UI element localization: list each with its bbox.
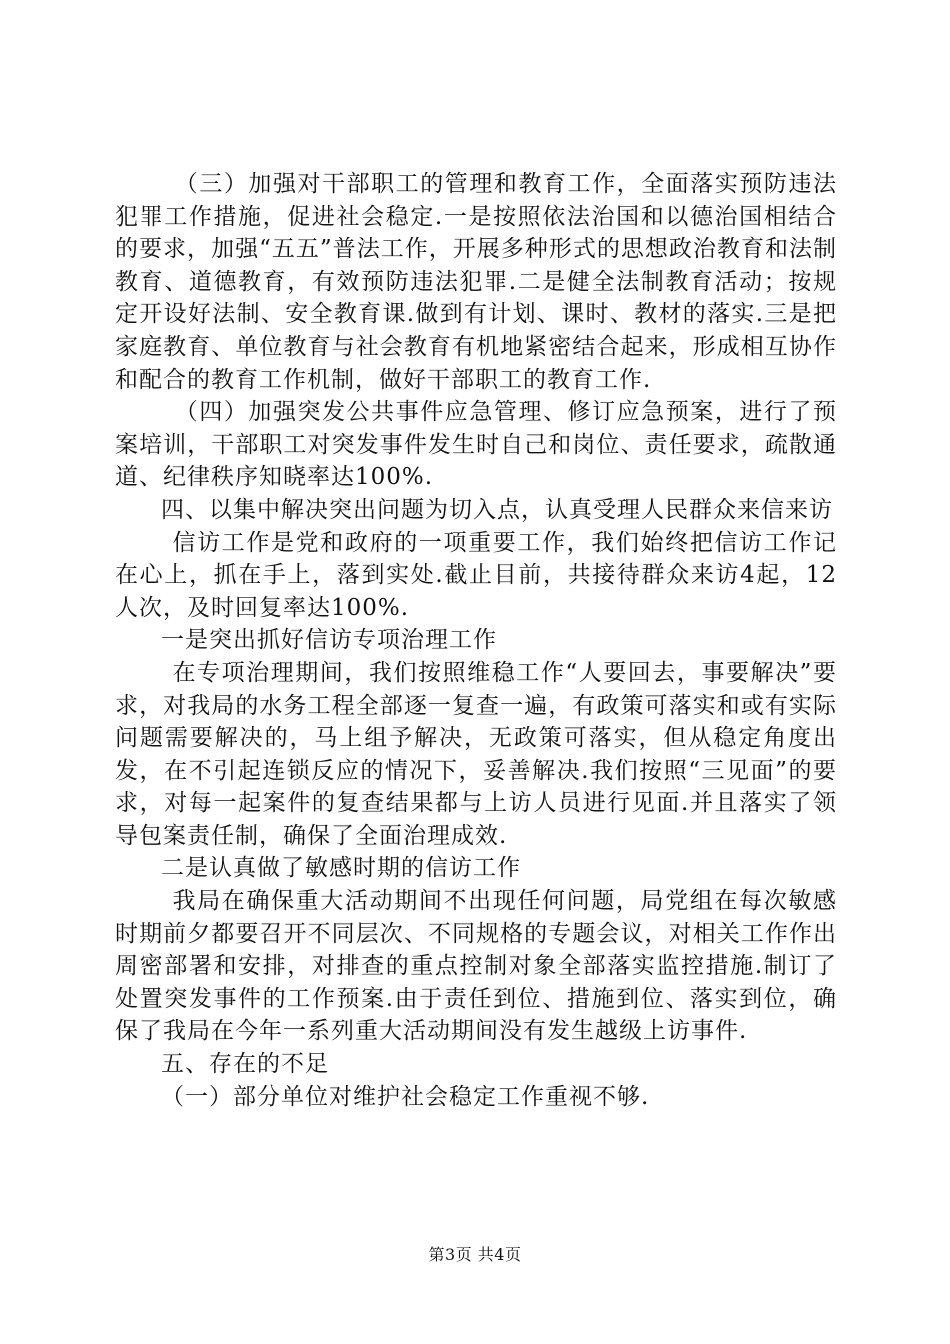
heading-shortcomings: 五、存在的不足 bbox=[161, 1051, 329, 1078]
page-number-footer: 第3页 共4页 bbox=[428, 1245, 522, 1264]
paragraph-section-3-cadre-education: （三）加强对干部职工的管理和教育工作，全面落实预防违法犯罪工作措施，促进社会稳定.一是按照依法治国和以德治国相结合的要求，加强“五五”普法工作，开展多种形式的思想政治教育和法制教育、道德教育，有效预防违法犯罪.二是健全法制教育活动；按规定开设好法制、安全教育课.做到有计划、课时、教材的落实.三是把家庭教育、单位教育与社会教育有机地紧密结合起来，形成相互协作和配合的教育工作机制，做好干部职工的教育工作. bbox=[115, 171, 837, 393]
subheading-special-governance: 一是突出抓好信访专项治理工作 bbox=[161, 627, 497, 654]
paragraph-section-4-emergency-management: （四）加强突发公共事件应急管理、修订应急预案，进行了预案培训，干部职工对突发事件发生时自己和岗位、责任要求，疏散通道、纪律秩序知晓率达100%. bbox=[115, 399, 837, 491]
paragraph-sensitive-period: 我局在确保重大活动期间不出现任何问题，局党组在每次敏感时期前夕都要召开不同层次、不同规格的专题会议，对相关工作作出周密部署和安排，对排查的重点控制对象全部落实监控措施.制订了处置突发事件的工作预案.由于责任到位、措施到位、落实到位，确保了我局在今年一系列重大活动期间没有发生越级上访事件. bbox=[115, 888, 837, 1045]
document-body bbox=[115, 168, 837, 1113]
subheading-sensitive-period: 二是认真做了敏感时期的信访工作 bbox=[161, 855, 521, 882]
paragraph-petition-overview: 信访工作是党和政府的一项重要工作，我们始终把信访工作记在心上，抓在手上，落到实处.截止目前，共接待群众来访4起，12人次，及时回复率达100%. bbox=[115, 529, 837, 621]
paragraph-special-governance: 在专项治理期间，我们按照维稳工作“人要回去，事要解决”要求，对我局的水务工程全部逐一复查一遍，有政策可落实和或有实际问题需要解决的，马上组予解决，无政策可落实，但从稳定角度出发，在不引起连锁反应的情况下，妥善解决.我们按照“三见面”的要求，对每一起案件的复查结果都与上访人员进行见面.并且落实了领导包案责任制，确保了全面治理成效. bbox=[115, 659, 837, 849]
paragraph-shortcoming-1: （一）部分单位对维护社会稳定工作重视不够. bbox=[161, 1083, 650, 1110]
heading-petition-handling: 四、以集中解决突出问题为切入点，认真受理人民群众来信来访 bbox=[161, 496, 833, 523]
